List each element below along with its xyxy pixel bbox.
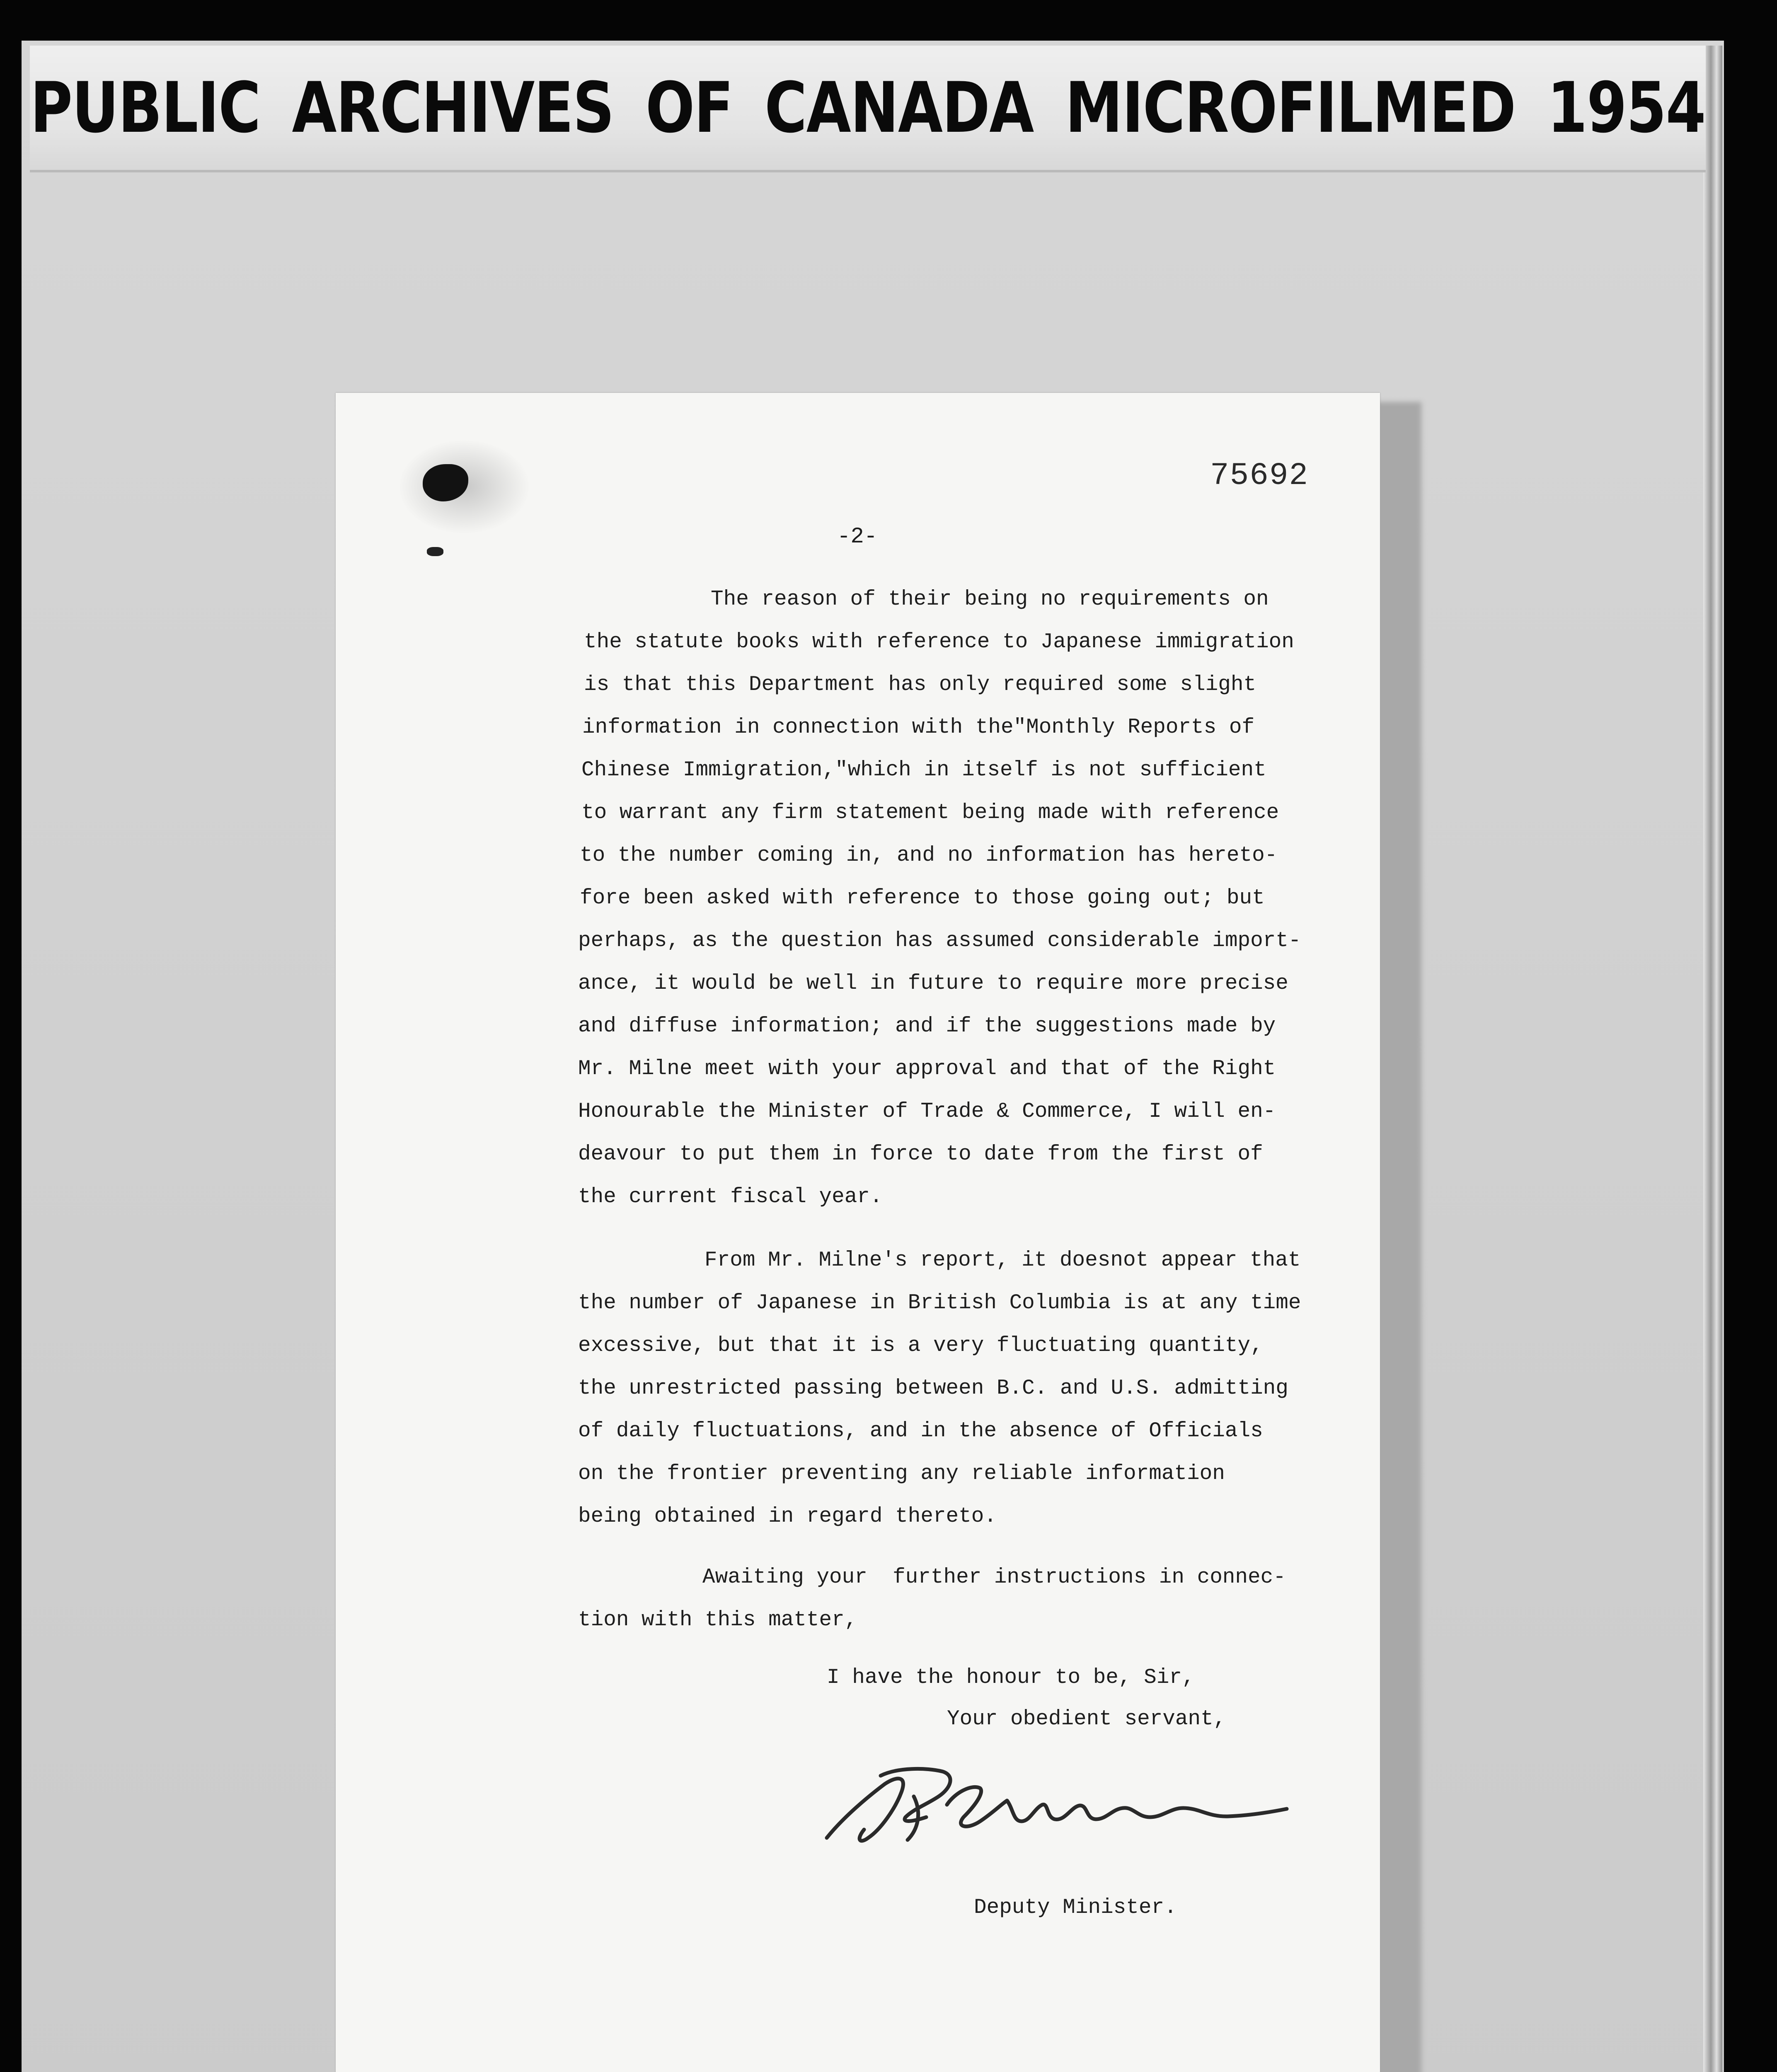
paper-ink-mark [427, 547, 443, 556]
paragraph-line: excessive, but that it is a very fluctuating quantity, [578, 1334, 1263, 1358]
paragraph-line: to warrant any firm statement being made with reference [581, 801, 1279, 825]
paragraph-line: perhaps, as the question has assumed considerable import- [578, 929, 1301, 953]
paragraph-line: From Mr. Milne's report, it doesnot appear that [705, 1249, 1301, 1272]
paragraph-line: Honourable the Minister of Trade & Commerce, I will en- [578, 1100, 1276, 1123]
paragraph-2 [578, 1239, 1301, 1538]
paragraph-line: fore been asked with reference to those going out; but [580, 886, 1265, 910]
paragraph-line: Mr. Milne meet with your approval and that of the Right [578, 1057, 1276, 1081]
handwritten-signature [818, 1759, 1295, 1854]
paragraph-line: the number of Japanese in British Columbia is at any time [578, 1291, 1301, 1315]
signatory-title: Deputy Minister. [974, 1896, 1177, 1920]
paragraph-line: Awaiting your further instructions in connec- [702, 1566, 1286, 1589]
paragraph-line: is that this Department has only required some slight [584, 673, 1256, 697]
board-edge [1703, 46, 1722, 2072]
paragraph-line: information in connection with the"Monthly Reports of [582, 716, 1255, 739]
paragraph-3 [578, 1556, 1286, 1641]
paragraph-line: the current fiscal year. [578, 1185, 883, 1209]
paragraph-line: Chinese Immigration,"which in itself is not sufficient [581, 758, 1266, 782]
paragraph-line: and diffuse information; and if the suggestions made by [578, 1014, 1276, 1038]
paragraph-line: to the number coming in, and no information has hereto- [580, 844, 1278, 867]
document-stamp-number: 75692 [1210, 458, 1309, 494]
paragraph-1 [578, 578, 1301, 1218]
paragraph-line: on the frontier preventing any reliable information [578, 1462, 1225, 1486]
paragraph-line: of daily fluctuations, and in the absence of Officials [578, 1419, 1263, 1443]
paragraph-line: ance, it would be well in future to require more precise [578, 972, 1288, 995]
paragraph-line: the unrestricted passing between B.C. and U.S. admitting [578, 1377, 1288, 1400]
page-marker: -2- [837, 524, 878, 549]
paragraph-line: being obtained in regard thereto. [578, 1505, 997, 1528]
archive-header-strip [30, 46, 1706, 172]
paragraph-line: tion with this matter, [578, 1608, 857, 1632]
closing-line-2: Your obedient servant, [947, 1707, 1226, 1731]
archive-header-title: PUBLIC ARCHIVES OF CANADA MICROFILMED 1954 [30, 67, 1706, 148]
paragraph-line: the statute books with reference to Japanese immigration [584, 630, 1294, 654]
closing-line-1: I have the honour to be, Sir, [827, 1666, 1195, 1690]
paragraph-line: deavour to put them in force to date from the first of [578, 1143, 1263, 1166]
paragraph-line: The reason of their being no requirements on [711, 588, 1269, 611]
